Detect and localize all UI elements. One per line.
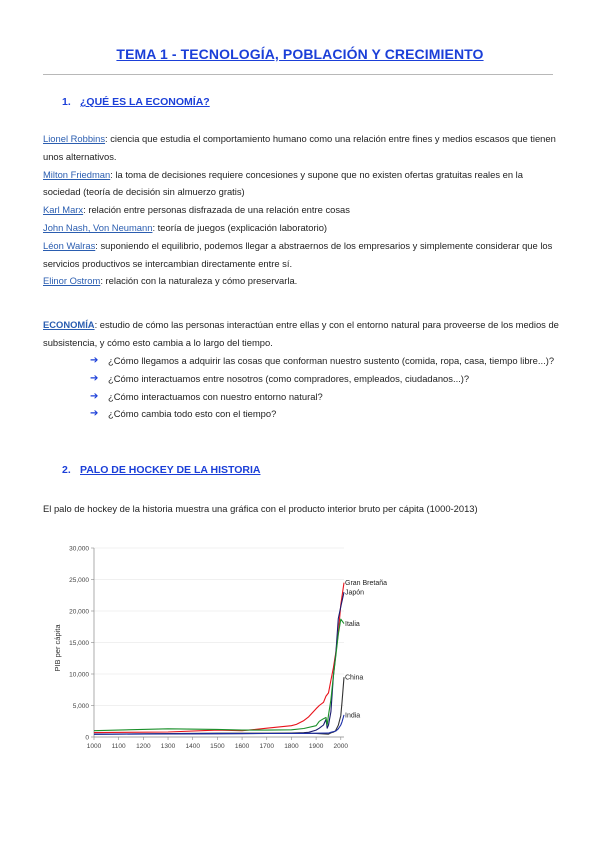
series-line-india bbox=[94, 715, 344, 734]
arrow-right-icon: ➔ bbox=[90, 372, 99, 384]
series-label: India bbox=[345, 712, 361, 720]
series-labels bbox=[345, 580, 387, 719]
y-tick-label: 25,000 bbox=[69, 577, 89, 584]
chart-series bbox=[94, 583, 344, 735]
section-2-title: PALO DE HOCKEY DE LA HISTORIA bbox=[80, 464, 261, 476]
y-axis-ticks bbox=[69, 546, 94, 742]
series-line-italia bbox=[94, 619, 344, 731]
definition-text: : la toma de decisiones requiere concesiones y supone que no existen ofertas gratuitas reales en la sociedad (teoría de decisión sin almuerzo gratis) bbox=[43, 168, 523, 198]
x-tick-label: 1100 bbox=[111, 743, 126, 750]
section-2-number: 2. bbox=[62, 464, 71, 476]
series-label: China bbox=[345, 674, 364, 682]
definition-text: : teoría de juegos (explicación laboratorio) bbox=[152, 221, 328, 233]
definition-text: : relación con la naturaleza y cómo preservarla. bbox=[100, 275, 298, 287]
x-tick-label: 1400 bbox=[185, 743, 200, 750]
section-1-number: 1. bbox=[62, 96, 71, 108]
definition-text: : relación entre personas disfrazada de una relación entre cosas bbox=[83, 204, 350, 216]
arrow-right-icon: ➔ bbox=[90, 355, 99, 366]
question-text: ¿Cómo cambia todo esto con el tiempo? bbox=[108, 408, 277, 420]
series-line-gran-breta-a bbox=[94, 583, 344, 733]
y-tick-label: 10,000 bbox=[69, 671, 89, 679]
x-tick-label: 1800 bbox=[284, 743, 299, 750]
list-item bbox=[90, 352, 560, 370]
series-label: Japón bbox=[345, 589, 365, 597]
arrow-right-icon: ➔ bbox=[90, 408, 99, 420]
y-tick-label: 0 bbox=[85, 734, 89, 742]
section-2-intro bbox=[43, 500, 563, 518]
list-item bbox=[90, 405, 560, 423]
economia-text: : estudio de cómo las personas interactúan entre ellas y con el entorno natural para proveerse de los medios de subsistencia, y cómo esto cambia a lo largo del tiempo. bbox=[43, 319, 559, 348]
title-divider bbox=[43, 74, 553, 75]
definition-ostrom bbox=[43, 272, 563, 290]
y-tick-label: 30,000 bbox=[69, 545, 89, 553]
x-tick-label: 1200 bbox=[136, 743, 151, 750]
y-axis-label: PIB per cápita bbox=[53, 624, 62, 672]
economia-term: ECONOMÍA bbox=[43, 319, 95, 330]
definition-nash bbox=[43, 219, 563, 237]
series-label: Italia bbox=[345, 621, 360, 629]
x-tick-label: 1600 bbox=[234, 743, 250, 750]
definition-walras bbox=[43, 237, 563, 273]
list-item bbox=[90, 370, 560, 388]
definition-robbins bbox=[43, 130, 563, 166]
link-lionel-robbins[interactable]: Lionel Robbins bbox=[43, 133, 106, 144]
link-milton-friedman[interactable]: Milton Friedman bbox=[43, 168, 111, 180]
x-tick-label: 2000 bbox=[333, 743, 349, 750]
x-tick-label: 1300 bbox=[160, 743, 176, 750]
section-1-title: ¿QUÉ ES LA ECONOMÍA? bbox=[80, 96, 210, 108]
question-text: ¿Cómo interactuamos entre nosotros (como compradores, empleados, ciudadanos...)? bbox=[108, 372, 470, 384]
question-text: ¿Cómo llegamos a adquirir las cosas que conforman nuestro sustento (comida, ropa, casa, tiempo libre...)? bbox=[108, 355, 555, 366]
section-2-heading bbox=[62, 464, 260, 476]
gdp-per-capita-chart bbox=[48, 540, 408, 760]
definition-friedman bbox=[43, 166, 563, 202]
y-tick-label: 5,000 bbox=[72, 703, 89, 710]
link-john-nash-von-neumann[interactable]: John Nash, Von Neumann bbox=[43, 221, 153, 233]
list-item bbox=[90, 388, 560, 406]
definition-text: : ciencia que estudia el comportamiento humano como una relación entre fines y medios escasos que tienen unos alternativos. bbox=[43, 133, 556, 162]
x-tick-label: 1700 bbox=[259, 743, 274, 750]
link-leon-walras[interactable]: Léon Walras bbox=[43, 239, 96, 251]
y-tick-label: 20,000 bbox=[69, 608, 89, 616]
arrow-right-icon: ➔ bbox=[90, 390, 99, 402]
question-text: ¿Cómo interactuamos con nuestro entorno natural? bbox=[108, 390, 323, 402]
definition-marx bbox=[43, 201, 563, 219]
series-line-jap-n bbox=[94, 592, 344, 734]
intro-text: El palo de hockey de la historia muestra una gráfica con el producto interior bruto per cápita (1000-2013) bbox=[43, 503, 478, 514]
definitions-block bbox=[43, 130, 563, 290]
economia-definition bbox=[43, 316, 563, 352]
document-title: TEMA 1 - TECNOLOGÍA, POBLACIÓN Y CRECIMIENTO bbox=[116, 46, 484, 62]
series-label: Gran Bretaña bbox=[345, 580, 388, 588]
link-elinor-ostrom[interactable]: Elinor Ostrom bbox=[43, 275, 101, 287]
x-tick-label: 1900 bbox=[308, 743, 324, 750]
section-1-heading bbox=[62, 96, 210, 108]
definition-text: : suponiendo el equilibrio, podemos llegar a abstraernos de los empresarios y simplemente considerar que los servicios productivos se intercambian directamente entre sí. bbox=[43, 239, 553, 269]
questions-list bbox=[90, 352, 560, 423]
link-karl-marx[interactable]: Karl Marx bbox=[43, 204, 84, 216]
x-tick-label: 1000 bbox=[86, 743, 102, 750]
chart-gridlines bbox=[94, 548, 344, 706]
y-tick-label: 15,000 bbox=[69, 640, 89, 647]
x-axis-ticks bbox=[85, 734, 349, 750]
x-tick-label: 1500 bbox=[210, 743, 225, 750]
